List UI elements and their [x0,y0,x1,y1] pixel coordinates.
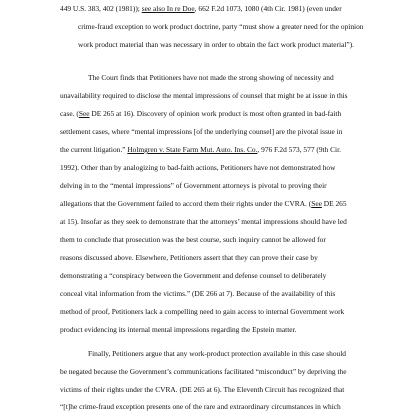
text-line: product evidencing its internal mental impressions regarding the Epstein matter. [60,325,297,334]
text-line: unavailability required to disclose the mental impressions of counsel that might be at issue in this [60,91,348,100]
text-line: allegations that the Government failed to accord them their rights under the CVRA. (See DE 265 [60,199,347,208]
text-line: crime-fraud exception to work product doctrine, party “must show a greater need for the opinion [78,22,364,31]
text-line: conceal vital information from the victims.” (DE 266 at 7). Because of the availability of this [60,289,336,298]
text-line: at 15). Insofar as they seek to demonstrate that the attorneys’ mental impressions should have led [60,217,347,226]
text-line: settlement cases, where “mental impressions [of the underlying counsel] are the pivotal issue in [60,127,343,136]
text-line: method of proof, Petitioners lack a compelling need to gain access to internal Government work [60,307,345,316]
text-line: them to conclude that prosecution was the best course, such inquiry cannot be allowed for [60,235,326,244]
text-line: the current litigation.” Holmgren v. State Farm Mut. Auto. Ins. Co., 976 F.2d 573, 577 (9th Cir. [60,145,342,154]
text-line: “[t]he crime-fraud exception presents one of the rare and extraordinary circumstances in which [60,402,341,411]
text-line: work product material than was necessary in order to obtain the fact work product material”). [78,40,355,49]
text-line: 449 U.S. 383, 402 (1981)); see also In re Doe, 662 F.2d 1073, 1080 (4th Cir. 1981) (even under [60,4,342,13]
text-line: Finally, Petitioners argue that any work-product protection available in this case should [88,349,346,358]
text-line: 1992). Other than by analogizing to bad-faith actions, Petitioners have not demonstrated how [60,163,336,172]
text-line: delving in to the “mental impressions” of Government attorneys is pivotal to proving their [60,181,327,190]
text-line: victims of their rights under the CVRA. (DE 265 at 6). The Eleventh Circuit has recognized that [60,385,345,394]
text-line: The Court finds that Petitioners have not made the strong showing of necessity and [88,73,334,82]
text-line: demonstrating a “conspiracy between the Government and defense counsel to deliberately [60,271,327,280]
text-line: reasons discussed above. Elsewhere, Petitioners assert that they can prove their case by [60,253,318,262]
text-line: case. (See DE 265 at 16). Discovery of opinion work product is most often granted in bad-faith [60,109,342,118]
text-line: be negated because the Government’s communications facilitated “misconduct” by depriving the [60,367,347,376]
